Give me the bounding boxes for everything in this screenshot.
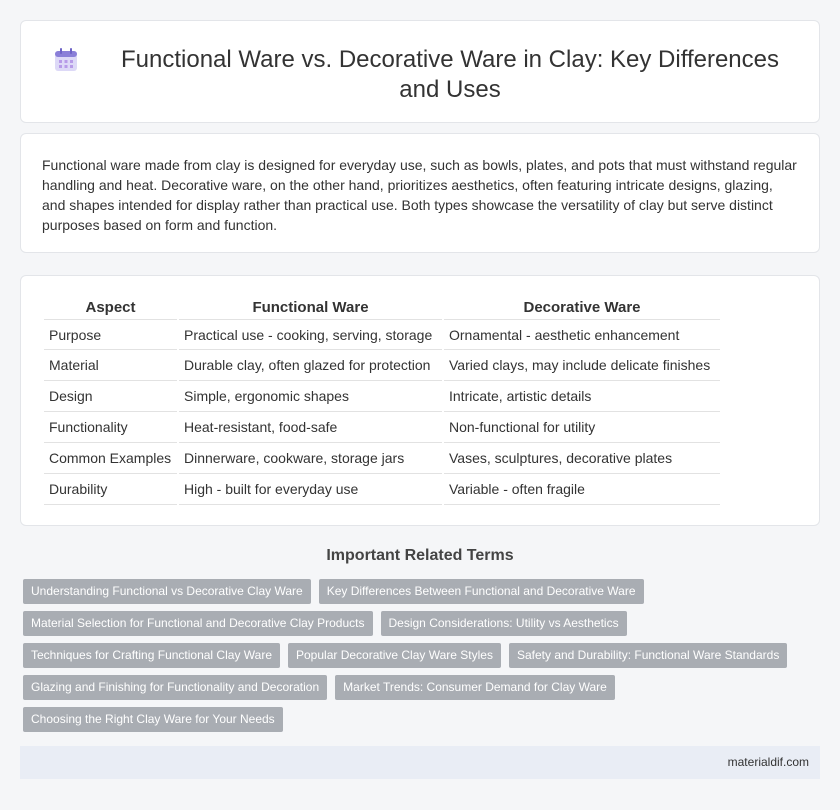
- table-row: [44, 381, 720, 412]
- table-row: [44, 412, 720, 443]
- cell-decorative: Vases, sculptures, decorative plates: [444, 443, 720, 474]
- related-term-tag[interactable]: Market Trends: Consumer Demand for Clay Ware: [335, 675, 615, 700]
- footer: [20, 746, 820, 779]
- cell-aspect: Design: [44, 381, 177, 412]
- header-aspect: Aspect: [85, 299, 136, 316]
- table-header-row: [44, 297, 720, 319]
- header-card: [20, 20, 820, 123]
- cell-decorative: Ornamental - aesthetic enhancement: [444, 319, 720, 350]
- header-functional-ware: Functional Ware: [252, 299, 369, 316]
- cell-functional: Durable clay, often glazed for protection: [179, 350, 442, 381]
- cell-decorative: Varied clays, may include delicate finishes: [444, 350, 720, 381]
- tag-row: [23, 707, 813, 739]
- tag-row: [23, 643, 813, 675]
- cell-functional: Practical use - cooking, serving, storage: [179, 319, 442, 350]
- cell-functional: Dinnerware, cookware, storage jars: [179, 443, 442, 474]
- cell-aspect: Material: [44, 350, 177, 381]
- cell-decorative: Non-functional for utility: [444, 412, 720, 443]
- cell-decorative: Intricate, artistic details: [444, 381, 720, 412]
- related-term-tag[interactable]: Choosing the Right Clay Ware for Your Needs: [23, 707, 283, 732]
- intro-card: [20, 133, 820, 253]
- related-term-tag[interactable]: Glazing and Finishing for Functionality and Decoration: [23, 675, 327, 700]
- comparison-table: [42, 297, 722, 505]
- related-terms-heading: Important Related Terms: [326, 547, 514, 564]
- intro-paragraph: Functional ware made from clay is designed for everyday use, such as bowls, plates, and pots that must withstand regular handling and heat. Decorative ware, on the other hand, prioritizes aesthetics, often featuring intricate designs, glazing, and shapes intended for display rather than practical use. Both types showcase the versatility of clay but serve distinct purposes based on form and function.: [42, 157, 797, 233]
- related-term-tag[interactable]: Material Selection for Functional and Decorative Clay Products: [23, 611, 373, 636]
- cell-functional: Heat-resistant, food-safe: [179, 412, 442, 443]
- tag-row: [23, 675, 813, 707]
- header-decorative-ware: Decorative Ware: [523, 299, 641, 316]
- table-row: [44, 474, 720, 505]
- cell-aspect: Durability: [44, 474, 177, 505]
- cell-aspect: Purpose: [44, 319, 177, 350]
- cell-functional: High - built for everyday use: [179, 474, 442, 505]
- cell-functional: Simple, ergonomic shapes: [179, 381, 442, 412]
- related-term-tag[interactable]: Safety and Durability: Functional Ware Standards: [509, 643, 787, 668]
- tag-row: [23, 579, 813, 611]
- related-term-tag[interactable]: Techniques for Crafting Functional Clay Ware: [23, 643, 280, 668]
- table-row: [44, 443, 720, 474]
- page-title: Functional Ware vs. Decorative Ware in Clay: Key Differences and Uses: [120, 46, 780, 103]
- cell-decorative: Variable - often fragile: [444, 474, 720, 505]
- related-term-tag[interactable]: Design Considerations: Utility vs Aesthetics: [381, 611, 627, 636]
- comparison-table-card: [20, 275, 820, 526]
- table-row: [44, 350, 720, 381]
- related-term-tag[interactable]: Key Differences Between Functional and Decorative Ware: [319, 579, 644, 604]
- cell-aspect: Common Examples: [44, 443, 177, 474]
- related-term-tag[interactable]: Understanding Functional vs Decorative Clay Ware: [23, 579, 311, 604]
- footer-site-link[interactable]: materialdif.com: [727, 755, 809, 769]
- related-terms-list: [23, 579, 813, 739]
- tag-row: [23, 611, 813, 643]
- cell-aspect: Functionality: [44, 412, 177, 443]
- related-term-tag[interactable]: Popular Decorative Clay Ware Styles: [288, 643, 501, 668]
- table-row: [44, 319, 720, 350]
